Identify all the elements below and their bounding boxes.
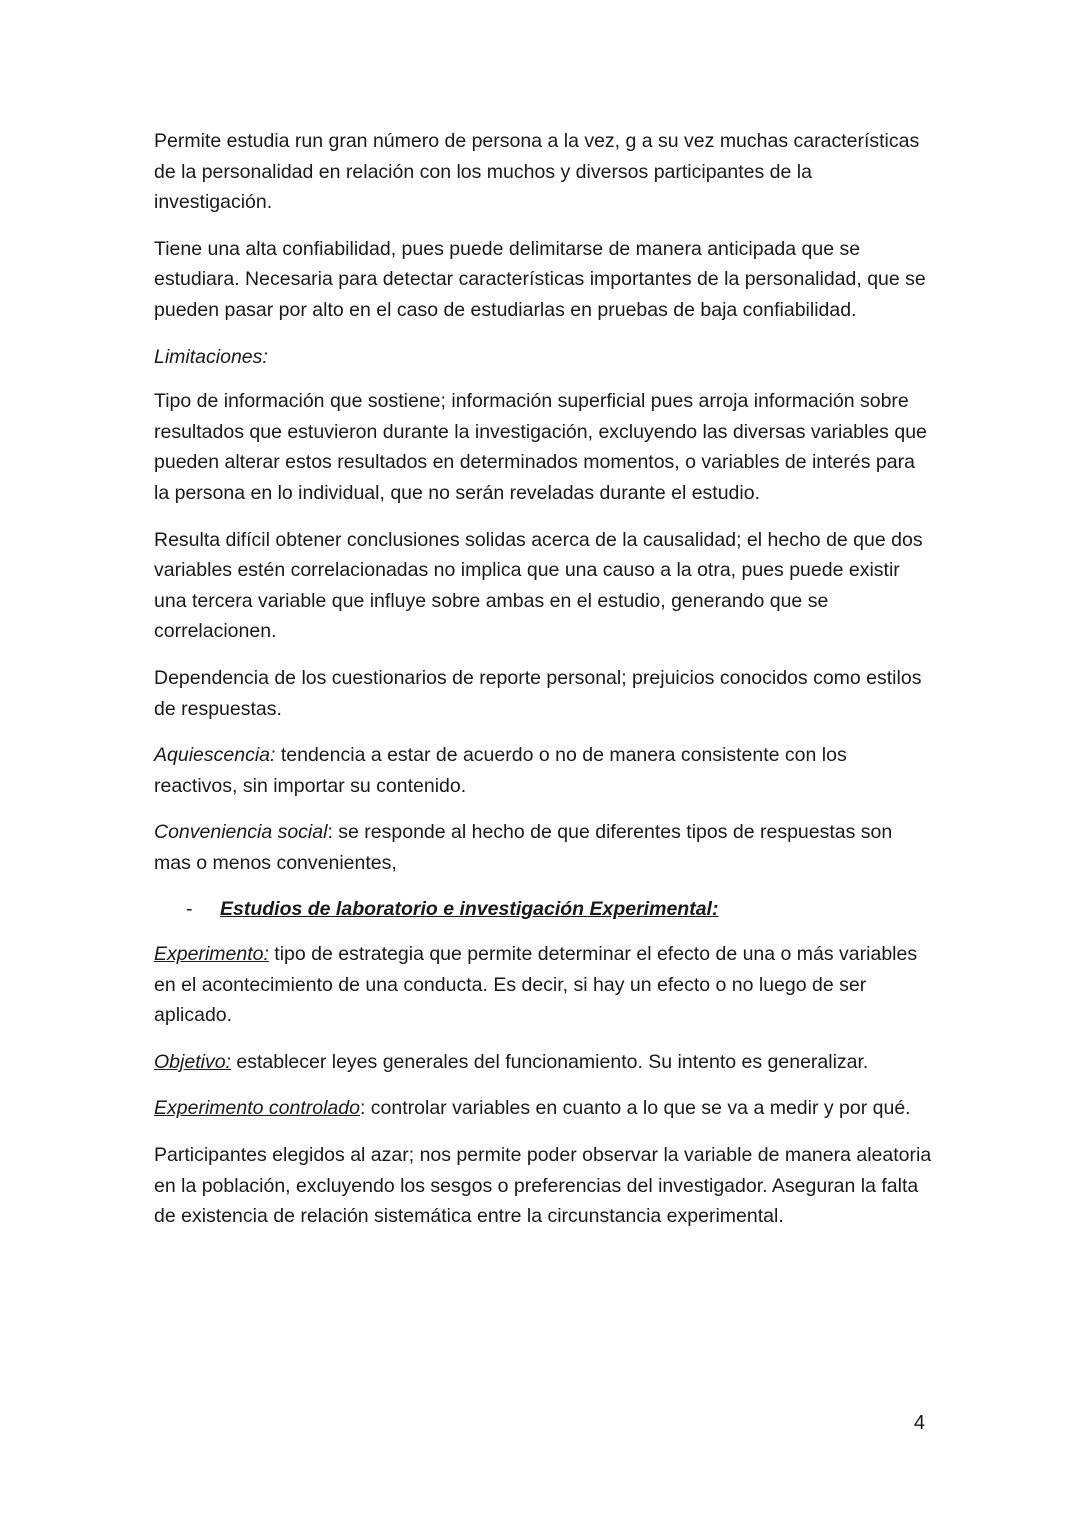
paragraph-ventajas-estudio: Permite estudia run gran número de persona a la vez, g a su vez muchas características de la personalidad en relación con los muchos y diversos participantes de la investigación. xyxy=(154,130,920,214)
paragraph-experimento xyxy=(154,939,934,1031)
aquiescencia-term: Aquiescencia: xyxy=(154,744,276,767)
paragraph-experimento-controlado xyxy=(154,1093,934,1124)
experimento-controlado-term: Experimento controlado xyxy=(154,1097,360,1120)
objetivo-term: Objetivo: xyxy=(154,1050,231,1073)
conveniencia-definition: : se responde al hecho de que diferentes tipos de respuestas son mas o menos convenientes, xyxy=(154,821,893,874)
paragraph-participantes-azar: Participantes elegidos al azar; nos permite poder observar la variable de manera aleatoria en la población, excluyendo los sesgos o preferencias del investigador. Aseguran la falta de existencia de relación sistemática entre la circunstancia experimental. xyxy=(154,1144,932,1228)
paragraph-objetivo xyxy=(154,1047,934,1078)
paragraph-causalidad: Resulta difícil obtener conclusiones solidas acerca de la causalidad; el hecho de que dos variables estén correlacionadas no implica que una causo a la otra, pues puede existir una tercera variable que influye sobre ambas en el estudio, generando que se correlacionen. xyxy=(154,528,923,643)
experimento-definition: tipo de estrategia que permite determinar el efecto de una o más variables en el acontecimiento de una conducta. Es decir, si hay un efecto o no luego de ser aplicado. xyxy=(154,943,918,1027)
bullet-item-estudios-laboratorio xyxy=(154,894,934,925)
document-page xyxy=(154,126,934,1248)
limitaciones-label: Limitaciones: xyxy=(154,345,268,368)
paragraph-informacion-superficial: Tipo de información que sostiene; información superficial pues arroja información sobre resultados que estuvieron durante la investigación, excluyendo las diversas variables que pueden alterar estos resultados en determinados momentos, o variables de interés para la persona en lo individual, que no serán reveladas durante el estudio. xyxy=(154,390,927,504)
bullet-dash: - xyxy=(186,898,193,921)
paragraph-confiabilidad: Tiene una alta confiabilidad, pues puede delimitarse de manera anticipada que se estudiara. Necesaria para detectar características importantes de la personalidad, que se pueden pasar por alto en el caso de estudiarlas en pruebas de baja confiabilidad. xyxy=(154,237,926,321)
experimento-controlado-definition: : controlar variables en cuanto a lo que se va a medir y por qué. xyxy=(359,1097,911,1120)
paragraph-conveniencia-social xyxy=(154,817,934,878)
paragraph-dependencia-cuestionarios: Dependencia de los cuestionarios de reporte personal; prejuicios conocidos como estilos de respuestas. xyxy=(154,666,922,720)
conveniencia-term: Conveniencia social xyxy=(154,821,328,844)
section-heading-experimental: Estudios de laboratorio e investigación Experimental: xyxy=(220,898,719,921)
paragraph-aquiescencia xyxy=(154,740,934,801)
aquiescencia-definition: tendencia a estar de acuerdo o no de manera consistente con los reactivos, sin importar su contenido. xyxy=(154,744,847,797)
page-number: 4 xyxy=(913,1412,925,1434)
objetivo-definition: establecer leyes generales del funcionamiento. Su intento es generalizar. xyxy=(230,1050,869,1073)
experimento-term: Experimento: xyxy=(154,943,269,966)
